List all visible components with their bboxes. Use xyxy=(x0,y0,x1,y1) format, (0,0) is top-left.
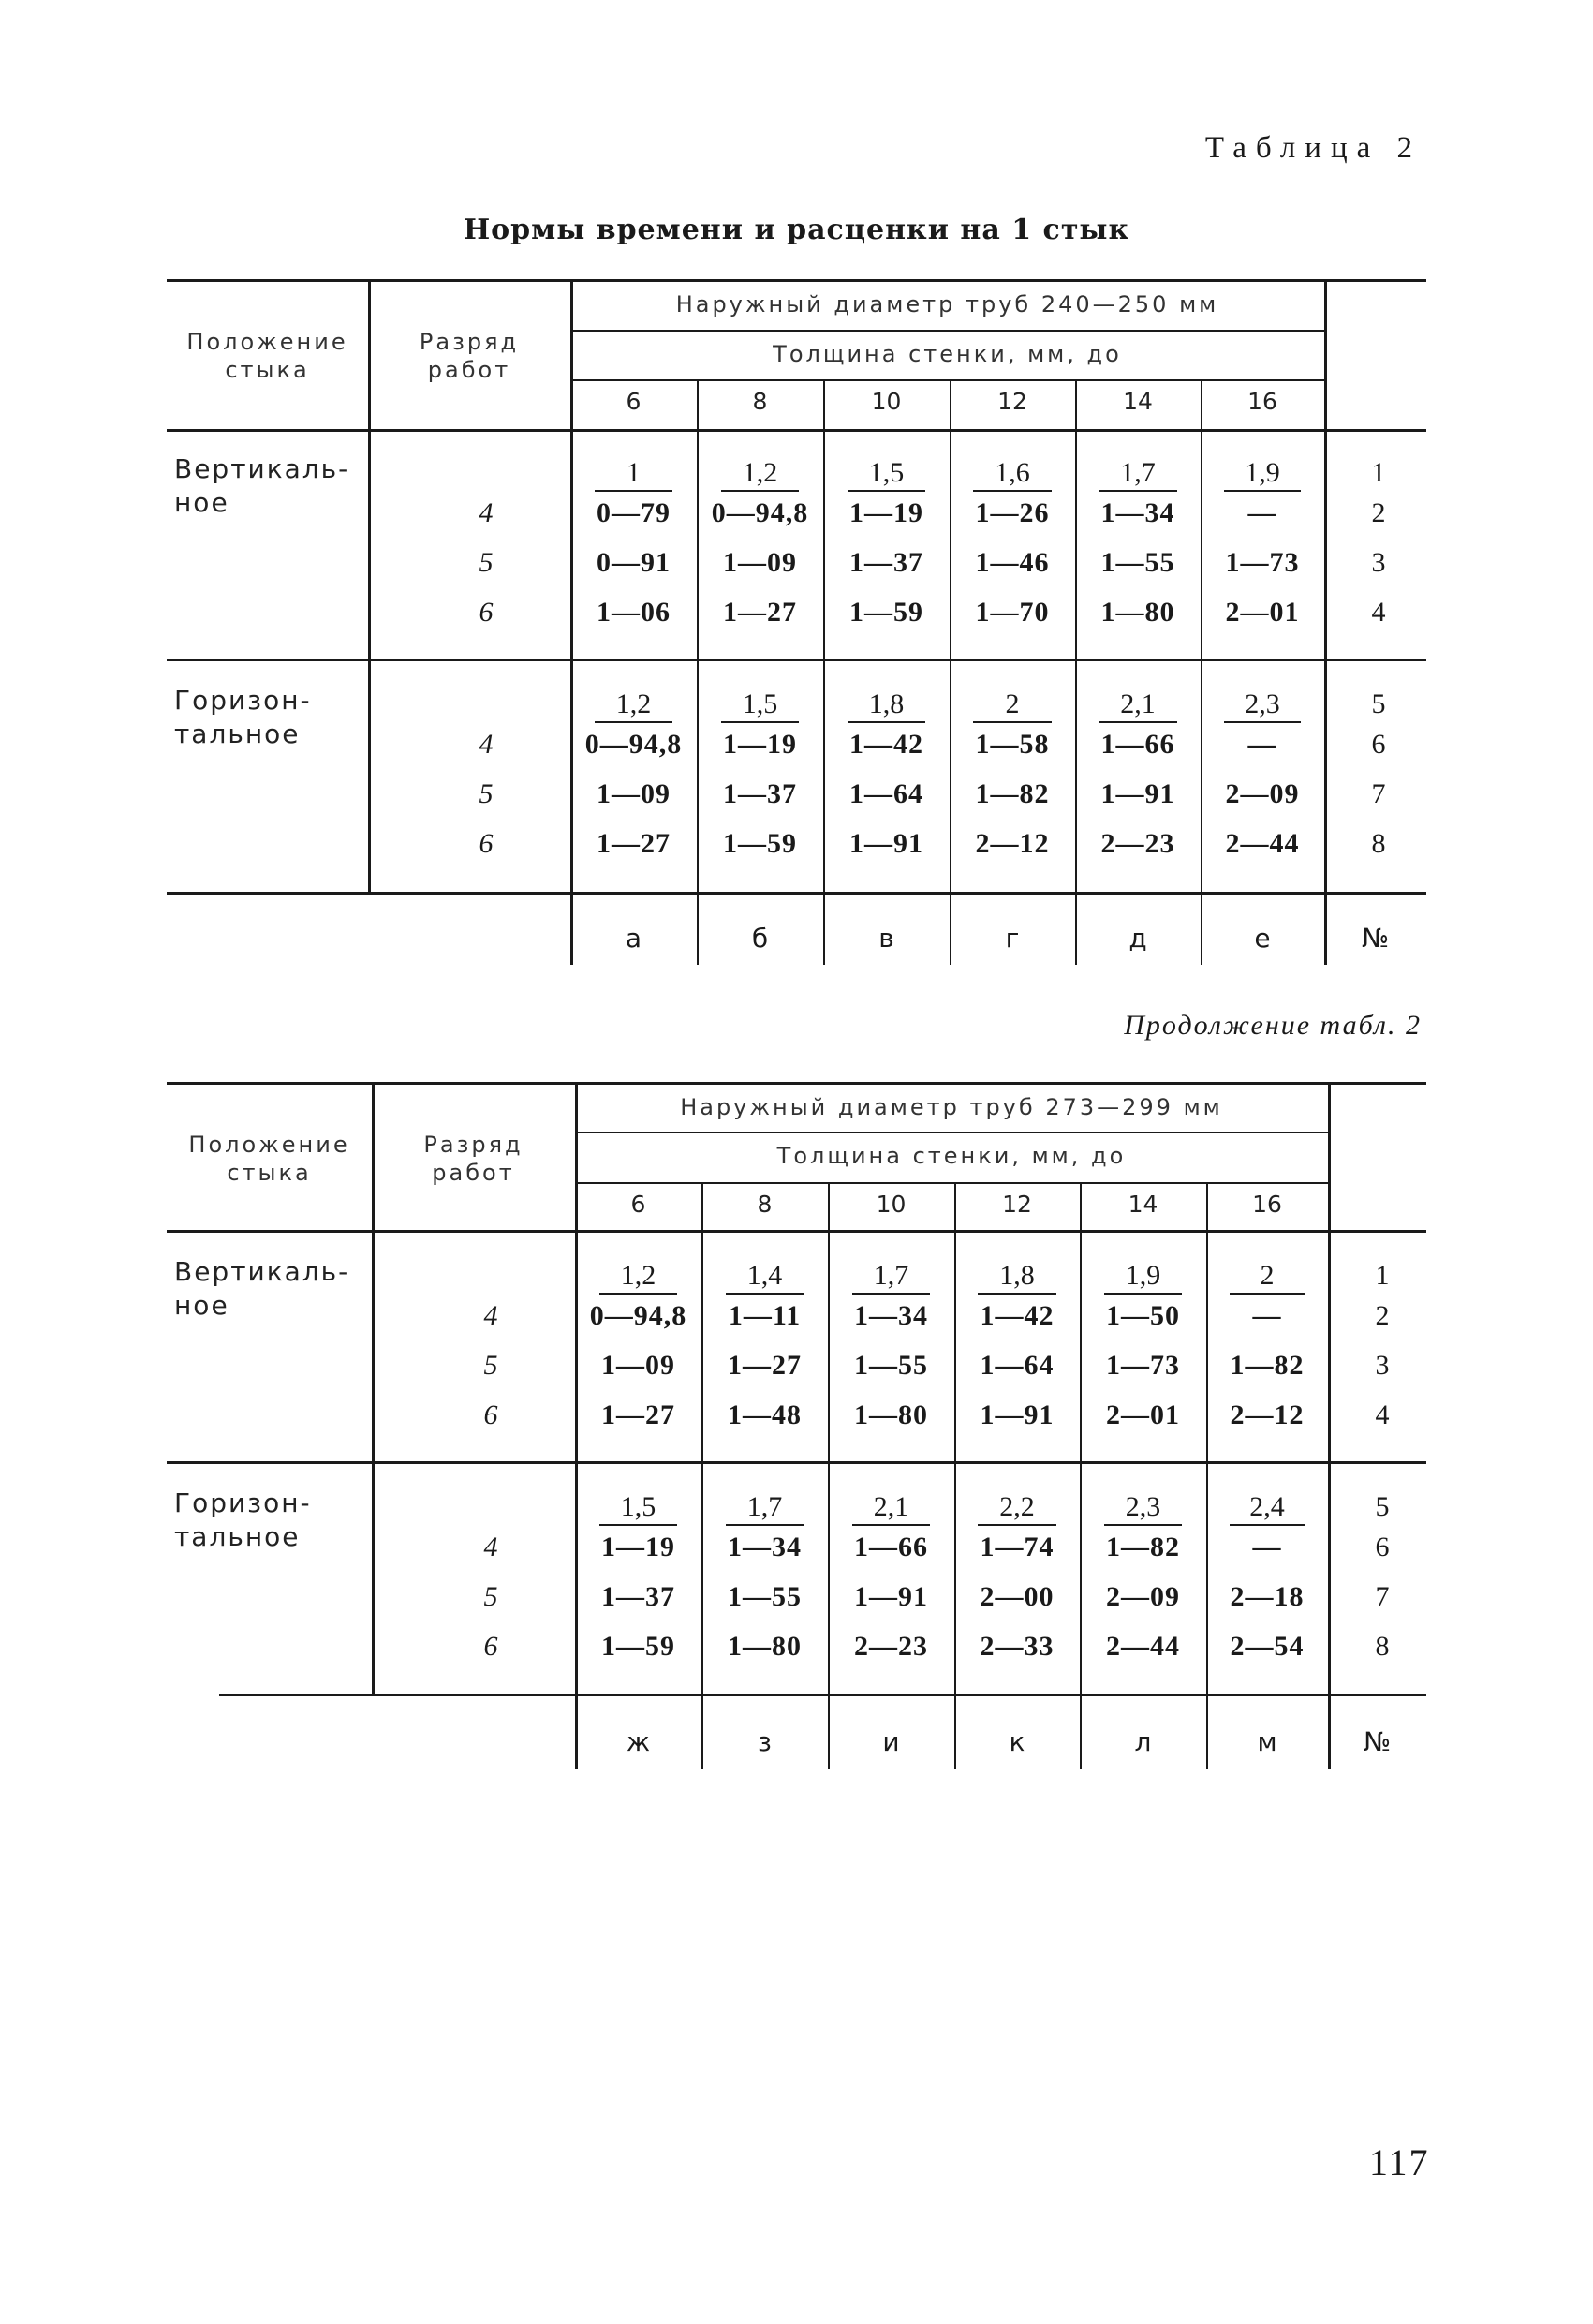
row-number: 7 xyxy=(1375,1581,1390,1612)
row-number: 3 xyxy=(1375,1350,1390,1381)
row-number: 3 xyxy=(1371,547,1386,578)
price-cell: — xyxy=(1247,497,1277,528)
norm-value xyxy=(1201,457,1324,492)
price-cell: 2—09 xyxy=(1106,1581,1180,1612)
price-cell: 1—34 xyxy=(728,1532,802,1562)
norm-value-text: 1,9 xyxy=(1224,457,1301,492)
price-cell: 1—80 xyxy=(854,1399,928,1430)
price-cell: 1—09 xyxy=(723,547,797,578)
norm-value-text: 1,2 xyxy=(721,457,800,492)
diameter-header: Наружный диаметр труб 240—250 мм xyxy=(675,291,1219,318)
norm-value xyxy=(1201,688,1324,723)
price-cell: 1—91 xyxy=(1100,778,1175,809)
norm-value-text: 2,1 xyxy=(852,1491,931,1526)
row-number: 5 xyxy=(1375,1491,1390,1522)
price-cell: 1—59 xyxy=(723,828,797,859)
norm-value xyxy=(575,1491,701,1526)
price-cell: 1—70 xyxy=(975,597,1050,628)
column-header-grade: Разряд работ xyxy=(423,1132,524,1186)
norm-value-text: 2 xyxy=(1230,1260,1305,1295)
price-cell: 2—23 xyxy=(854,1631,928,1662)
grade-value: 6 xyxy=(479,597,494,628)
continuation-label: Продолжение табл. 2 xyxy=(1124,1010,1422,1041)
price-cell: 1—80 xyxy=(1100,597,1175,628)
norm-value-text: 1,7 xyxy=(852,1260,931,1295)
norm-value xyxy=(950,457,1075,492)
norm-value-text: 1,6 xyxy=(973,457,1051,492)
norm-value xyxy=(950,688,1075,723)
norm-value xyxy=(1080,1260,1206,1295)
norm-value-text: 2,2 xyxy=(978,1491,1055,1526)
header-bottom-rule xyxy=(167,429,1426,432)
thickness-cell: 16 xyxy=(1252,1191,1282,1218)
norm-value-text: 1,5 xyxy=(848,457,926,492)
column-header-position: Положение стыка xyxy=(188,1132,350,1186)
footer-letter: е xyxy=(1254,923,1271,954)
price-cell: — xyxy=(1247,729,1277,760)
price-cell: 1—80 xyxy=(728,1631,802,1662)
price-cell: 1—59 xyxy=(601,1631,675,1662)
price-cell: 1—26 xyxy=(975,497,1050,528)
price-cell: 2—54 xyxy=(1230,1631,1305,1662)
table-label: Таблица 2 xyxy=(1204,131,1422,165)
price-cell: 2—01 xyxy=(1225,597,1300,628)
thickness-cell: 10 xyxy=(871,388,902,415)
norm-value xyxy=(701,1260,828,1295)
price-cell: 2—00 xyxy=(980,1581,1055,1612)
price-cell: 1—09 xyxy=(597,778,671,809)
price-cell: 1—34 xyxy=(1100,497,1175,528)
grade-value: 5 xyxy=(479,778,494,809)
table-top-rule xyxy=(167,1082,1426,1085)
norm-value xyxy=(823,457,950,492)
norm-value-text: 1,7 xyxy=(726,1491,804,1526)
price-cell: 2—09 xyxy=(1225,778,1300,809)
price-cell: 0—91 xyxy=(597,547,671,578)
thickness-cell: 16 xyxy=(1247,388,1277,415)
thickness-cell: 6 xyxy=(626,388,642,415)
footer-letter: л xyxy=(1134,1726,1152,1757)
norm-value-text: 1,2 xyxy=(599,1260,678,1295)
norm-value-text: 1,8 xyxy=(978,1260,1055,1295)
norm-value-text: 1,7 xyxy=(1099,457,1176,492)
norm-value-text: 1 xyxy=(595,457,673,492)
price-cell: 2—23 xyxy=(1100,828,1175,859)
norm-value-text: 2,3 xyxy=(1104,1491,1183,1526)
position-label: Вертикаль- ное xyxy=(174,1256,350,1321)
table-bottom-rule xyxy=(167,892,1426,895)
price-cell: 1—73 xyxy=(1225,547,1300,578)
norm-value-text: 2,3 xyxy=(1224,688,1301,723)
norm-value xyxy=(1206,1260,1328,1295)
price-cell: 1—64 xyxy=(849,778,923,809)
grade-value: 5 xyxy=(483,1350,498,1381)
price-cell: 1—37 xyxy=(601,1581,675,1612)
price-cell: — xyxy=(1252,1300,1282,1331)
row-number: 4 xyxy=(1371,597,1386,628)
footer-letter: к xyxy=(1009,1726,1025,1757)
norm-value-text: 1,8 xyxy=(848,688,926,723)
norm-value xyxy=(954,1260,1080,1295)
price-cell: 2—01 xyxy=(1106,1399,1180,1430)
thickness-cell: 12 xyxy=(1002,1191,1032,1218)
price-cell: 1—58 xyxy=(975,729,1050,760)
row-number: 2 xyxy=(1371,497,1386,528)
price-cell: 1—06 xyxy=(597,597,671,628)
norm-value-text: 1,2 xyxy=(595,688,673,723)
page-number: 117 xyxy=(1369,2141,1430,2183)
price-cell: 1—19 xyxy=(601,1532,675,1562)
price-cell: 1—66 xyxy=(1100,729,1175,760)
column-divider xyxy=(1328,1082,1331,1769)
footer-letter: м xyxy=(1257,1726,1277,1757)
price-cell: 0—79 xyxy=(597,497,671,528)
footer-number-sign: № xyxy=(1363,1726,1392,1757)
header-rule xyxy=(570,330,1324,332)
thickness-header: Толщина стенки, мм, до xyxy=(776,1143,1127,1169)
row-number: 4 xyxy=(1375,1399,1390,1430)
thickness-cell: 12 xyxy=(997,388,1027,415)
grade-value: 5 xyxy=(479,547,494,578)
norm-value xyxy=(697,688,823,723)
price-cell: 1—64 xyxy=(980,1350,1055,1381)
price-cell: 1—55 xyxy=(728,1581,802,1612)
price-cell: 1—37 xyxy=(849,547,923,578)
price-cell: 2—12 xyxy=(975,828,1050,859)
price-cell: 1—73 xyxy=(1106,1350,1180,1381)
price-cell: 2—12 xyxy=(1230,1399,1305,1430)
thickness-cell: 14 xyxy=(1123,388,1153,415)
table-bottom-rule xyxy=(219,1694,1426,1696)
price-cell: 1—91 xyxy=(854,1581,928,1612)
norm-value xyxy=(701,1491,828,1526)
norm-value xyxy=(823,688,950,723)
footer-letter: а xyxy=(625,923,642,954)
norm-value xyxy=(697,457,823,492)
norm-value xyxy=(575,1260,701,1295)
norm-value xyxy=(828,1260,954,1295)
header-rule xyxy=(575,1132,1328,1133)
row-number: 5 xyxy=(1371,688,1386,719)
grade-value: 6 xyxy=(483,1631,498,1662)
price-cell: 1—27 xyxy=(601,1399,675,1430)
norm-value xyxy=(1075,688,1201,723)
footer-letter: ж xyxy=(626,1726,651,1757)
footer-letter: д xyxy=(1128,923,1147,954)
price-cell: 1—91 xyxy=(849,828,923,859)
footer-letter: в xyxy=(878,923,894,954)
price-cell: 1—50 xyxy=(1106,1300,1180,1331)
norm-value-text: 2 xyxy=(973,688,1051,723)
price-cell: 1—27 xyxy=(723,597,797,628)
thickness-cell: 6 xyxy=(630,1191,646,1218)
footer-letter: и xyxy=(882,1726,900,1757)
grade-value: 4 xyxy=(483,1532,498,1562)
row-number: 6 xyxy=(1375,1532,1390,1562)
norm-value-text: 2,4 xyxy=(1230,1491,1305,1526)
price-cell: — xyxy=(1252,1532,1282,1562)
price-cell: 2—33 xyxy=(980,1631,1055,1662)
price-cell: 1—11 xyxy=(728,1300,802,1331)
price-cell: 1—37 xyxy=(723,778,797,809)
thickness-cell: 10 xyxy=(876,1191,907,1218)
grade-value: 4 xyxy=(479,497,494,528)
grade-value: 5 xyxy=(483,1581,498,1612)
price-cell: 1—46 xyxy=(975,547,1050,578)
price-cell: 1—09 xyxy=(601,1350,675,1381)
norm-value xyxy=(1206,1491,1328,1526)
norm-value xyxy=(954,1491,1080,1526)
norm-value xyxy=(570,457,697,492)
column-header-grade: Разряд работ xyxy=(419,329,520,383)
row-number: 8 xyxy=(1375,1631,1390,1662)
price-cell: 1—48 xyxy=(728,1399,802,1430)
price-cell: 1—27 xyxy=(728,1350,802,1381)
norm-value-text: 1,9 xyxy=(1104,1260,1183,1295)
norm-value xyxy=(570,688,697,723)
price-cell: 1—66 xyxy=(854,1532,928,1562)
position-label: Горизон- тальное xyxy=(174,685,312,749)
norm-value-text: 2,1 xyxy=(1099,688,1176,723)
grade-value: 6 xyxy=(479,828,494,859)
grade-value: 4 xyxy=(479,729,494,760)
price-cell: 1—19 xyxy=(723,729,797,760)
norm-value-text: 1,4 xyxy=(726,1260,804,1295)
norm-value xyxy=(1080,1491,1206,1526)
price-cell: 1—82 xyxy=(975,778,1050,809)
table-top-rule xyxy=(167,279,1426,282)
footer-number-sign: № xyxy=(1361,923,1390,954)
price-cell: 1—82 xyxy=(1106,1532,1180,1562)
column-header-position: Положение стыка xyxy=(186,329,348,383)
price-cell: 0—94,8 xyxy=(589,1300,687,1331)
norm-value-text: 1,5 xyxy=(599,1491,678,1526)
position-label: Горизон- тальное xyxy=(174,1488,312,1552)
column-divider xyxy=(1324,279,1327,965)
position-label: Вертикаль- ное xyxy=(174,453,350,518)
price-cell: 1—19 xyxy=(849,497,923,528)
group-separator xyxy=(167,659,1426,661)
price-cell: 1—55 xyxy=(854,1350,928,1381)
footer-letter: г xyxy=(1005,923,1020,954)
price-cell: 1—91 xyxy=(980,1399,1055,1430)
norm-value-text: 1,5 xyxy=(721,688,800,723)
footer-letter: з xyxy=(758,1726,772,1757)
table-title: Нормы времени и расценки на 1 стык xyxy=(463,214,1130,246)
header-rule xyxy=(575,1182,1328,1184)
grade-value: 4 xyxy=(483,1300,498,1331)
row-number: 8 xyxy=(1371,828,1386,859)
norm-value xyxy=(828,1491,954,1526)
footer-letter: б xyxy=(751,923,769,954)
thickness-cell: 8 xyxy=(757,1191,773,1218)
thickness-cell: 8 xyxy=(752,388,768,415)
price-cell: 1—34 xyxy=(854,1300,928,1331)
row-number: 7 xyxy=(1371,778,1386,809)
row-number: 1 xyxy=(1375,1260,1390,1291)
price-cell: 1—55 xyxy=(1100,547,1175,578)
row-number: 1 xyxy=(1371,457,1386,488)
price-cell: 1—27 xyxy=(597,828,671,859)
price-cell: 1—74 xyxy=(980,1532,1055,1562)
diameter-header: Наружный диаметр труб 273—299 мм xyxy=(680,1094,1223,1120)
price-cell: 2—18 xyxy=(1230,1581,1305,1612)
price-cell: 1—42 xyxy=(980,1300,1055,1331)
norm-value xyxy=(1075,457,1201,492)
header-bottom-rule xyxy=(167,1230,1426,1233)
row-number: 6 xyxy=(1371,729,1386,760)
price-cell: 1—82 xyxy=(1230,1350,1305,1381)
grade-value: 6 xyxy=(483,1399,498,1430)
price-cell: 1—42 xyxy=(849,729,923,760)
header-rule xyxy=(570,379,1324,381)
price-cell: 1—59 xyxy=(849,597,923,628)
price-cell: 0—94,8 xyxy=(711,497,809,528)
group-separator xyxy=(167,1461,1426,1464)
row-number: 2 xyxy=(1375,1300,1390,1331)
thickness-header: Толщина стенки, мм, до xyxy=(773,341,1122,367)
price-cell: 2—44 xyxy=(1225,828,1300,859)
price-cell: 2—44 xyxy=(1106,1631,1180,1662)
column-divider xyxy=(368,279,371,892)
price-cell: 0—94,8 xyxy=(584,729,683,760)
column-divider xyxy=(372,1082,375,1694)
thickness-cell: 14 xyxy=(1128,1191,1158,1218)
